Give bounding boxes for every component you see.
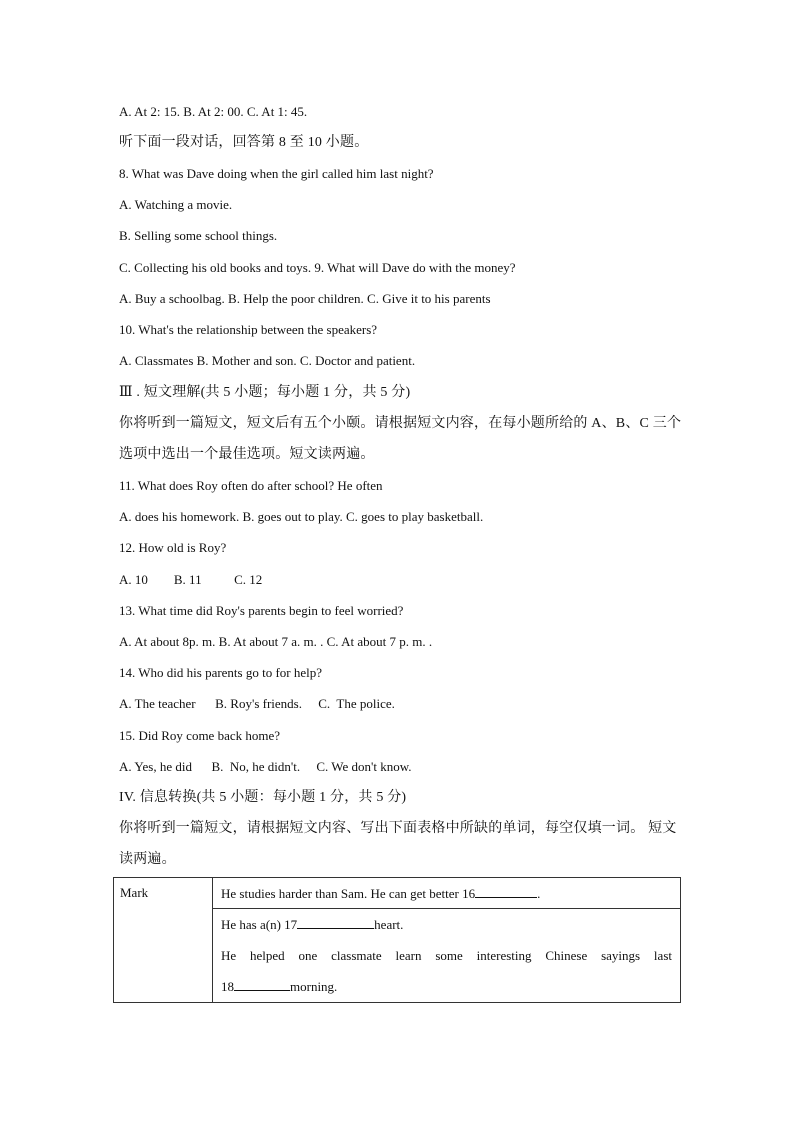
options-11: A. does his homework. B. goes out to play. C. goes to play basketball. [119, 509, 484, 524]
table-row-2 [213, 909, 681, 1003]
blank-18[interactable] [234, 978, 290, 991]
row1-text: He studies harder than Sam. He can get better 16 [221, 886, 476, 901]
blank-16[interactable] [475, 885, 537, 898]
section-3-instruction-2: 选项中选出一个最佳选项。短文读两遍。 [119, 447, 375, 462]
options-15: A. Yes, he did B. No, he didn't. C. We don't know. [119, 759, 412, 774]
section-3-heading: Ⅲ . 短文理解(共 5 小题；每小题 1 分，共 5 分) [119, 385, 411, 400]
question-14: 14. Who did his parents go to for help? [119, 665, 323, 680]
options-13: A. At about 8p. m. B. At about 7 a. m. . C. At about 7 p. m. . [119, 634, 433, 649]
blank-17[interactable] [297, 916, 374, 929]
question-12: 12. How old is Roy? [119, 540, 227, 555]
section-4-heading: IV. 信息转换(共 5 小题：每小题 1 分，共 5 分) [119, 790, 407, 805]
row2-line3-post: morning. [290, 979, 338, 994]
option-8b: B. Selling some school things. [119, 228, 278, 243]
row2-line1-pre: He has a(n) 17 [221, 917, 298, 932]
question-8: 8. What was Dave doing when the girl called him last night? [119, 166, 434, 181]
table-row-1 [213, 878, 681, 909]
table-label-cell [114, 878, 213, 1003]
option-8c-question-9: C. Collecting his old books and toys. 9. What will Dave do with the money? [119, 260, 516, 275]
options-14: A. The teacher B. Roy's friends. C. The police. [119, 696, 395, 711]
question-11: 11. What does Roy often do after school? He often [119, 478, 383, 493]
question-13: 13. What time did Roy's parents begin to feel worried? [119, 603, 404, 618]
question-10: 10. What's the relationship between the speakers? [119, 322, 378, 337]
option-8a: A. Watching a movie. [119, 197, 233, 212]
options-9: A. Buy a schoolbag. B. Help the poor children. C. Give it to his parents [119, 291, 491, 306]
section-3-instruction-1: 你将听到一篇短文，短文后有五个小颐。请根据短文内容，在每小题所给的 A、B、C 三个 [119, 416, 682, 431]
options-10: A. Classmates B. Mother and son. C. Doctor and patient. [119, 353, 416, 368]
row1-end: . [537, 886, 541, 901]
info-table [113, 877, 681, 1003]
text-line-2: 听下面一段对话，回答第 8 至 10 小题。 [119, 135, 369, 150]
section-4-instruction-1: 你将听到一篇短文，请根据短文内容、写出下面表格中所缺的单词，每空仅填一词。 短文 [119, 821, 677, 836]
row2-line3-pre: 18 [221, 979, 234, 994]
text-line-1: A. At 2: 15. B. At 2: 00. C. At 1: 45. [119, 104, 308, 119]
table-label: Mark [120, 885, 149, 900]
row2-line2: He helped one classmate learn some interesting Chinese sayings last [221, 948, 672, 963]
row2-line1-post: heart. [374, 917, 404, 932]
section-4-instruction-2: 读两遍。 [119, 852, 176, 867]
question-15: 15. Did Roy come back home? [119, 728, 281, 743]
options-12: A. 10 B. 11 C. 12 [119, 572, 263, 587]
